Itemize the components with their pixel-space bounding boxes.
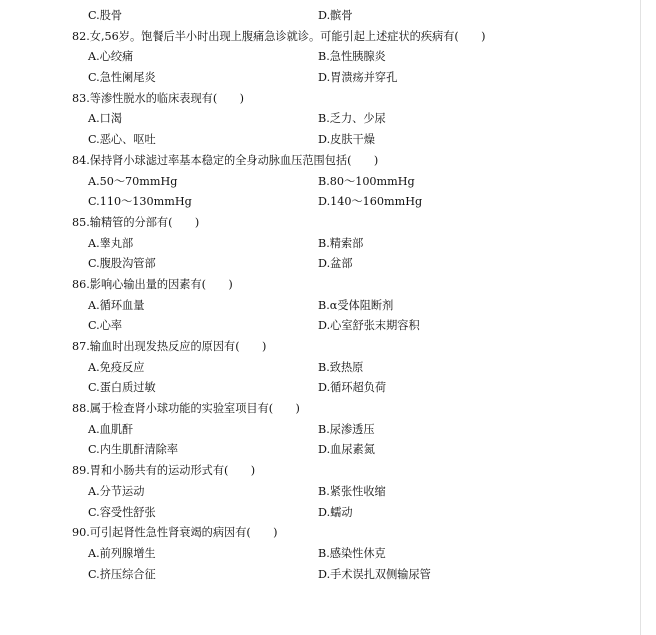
option-c: C.腹股沟管部 [88, 257, 156, 271]
option-b: B.尿渗透压 [318, 422, 375, 436]
option-b: B.紧张性收缩 [318, 484, 386, 498]
option-c: C.急性阑尾炎 [88, 71, 156, 85]
option-d: D.血尿素氮 [318, 443, 375, 457]
option-row [72, 68, 602, 89]
option-c: C.容受性舒张 [88, 505, 156, 519]
option-a: A.免疫反应 [88, 360, 145, 374]
option-row [72, 47, 602, 68]
option-d: D.胃溃疡并穿孔 [318, 71, 398, 85]
option-b: B.致热原 [318, 360, 364, 374]
option-a: A.前列腺增生 [88, 546, 156, 560]
option-b: B.80～100mmHg [318, 174, 415, 188]
option-c: C.恶心、呕吐 [88, 133, 156, 147]
option-a: A.心绞痛 [88, 50, 134, 64]
option-row [72, 482, 602, 503]
question-88: 88.属于检查肾小球功能的实验室项目有( ) [72, 402, 300, 416]
option-row [72, 358, 602, 379]
option-row [72, 6, 602, 27]
option-row [72, 420, 602, 441]
option-b: B.精索部 [318, 236, 364, 250]
option-row [72, 130, 602, 151]
option-row [72, 316, 602, 337]
option-row [72, 192, 602, 213]
option-b: B.急性胰腺炎 [318, 50, 386, 64]
option-row [72, 565, 602, 586]
option-c: C.挤压综合征 [88, 567, 156, 581]
option-b: B.α受体阻断剂 [318, 298, 394, 312]
option-c: C.内生肌酐清除率 [88, 443, 179, 457]
option-c: C.股骨 [88, 9, 123, 22]
option-a: A.口渴 [88, 112, 123, 126]
option-d: D.蠕动 [318, 505, 353, 519]
option-a: A.50～70mmHg [88, 174, 178, 188]
option-a: A.分节运动 [88, 484, 145, 498]
option-row [72, 254, 602, 275]
question-87: 87.输血时出现发热反应的原因有( ) [72, 340, 267, 353]
option-row [72, 440, 602, 461]
question-82: 82.女,56岁。饱餐后半小时出现上腹痛急诊就诊。可能引起上述症状的疾病有( ) [72, 29, 486, 43]
question-84: 84.保持肾小球滤过率基本稳定的全身动脉血压范围包括( ) [72, 153, 379, 167]
option-d: D.盆部 [318, 257, 353, 271]
question-89: 89.胃和小肠共有的运动形式有( ) [72, 464, 256, 478]
option-row [72, 234, 602, 255]
option-row [72, 172, 602, 193]
option-a: A.血肌酐 [88, 422, 134, 436]
option-b: B.感染性休克 [318, 546, 386, 560]
question-83: 83.等渗性脱水的临床表现有( ) [72, 91, 244, 105]
option-b: B.乏力、少尿 [318, 112, 386, 126]
option-row [72, 109, 602, 130]
option-d: D.皮肤干燥 [318, 133, 375, 147]
option-c: C.110～130mmHg [88, 195, 192, 209]
question-85: 85.输精管的分部有( ) [72, 215, 200, 229]
option-d: D.髌骨 [318, 9, 353, 22]
option-row [72, 503, 602, 524]
option-row [72, 296, 602, 317]
option-row [72, 378, 602, 399]
option-a: A.睾丸部 [88, 236, 134, 250]
option-d: D.手术误扎双侧输尿管 [318, 567, 431, 581]
option-d: D.循环超负荷 [318, 381, 387, 395]
question-90: 90.可引起肾性急性肾衰竭的病因有( ) [72, 526, 278, 540]
question-list [72, 6, 602, 585]
option-c: C.蛋白质过敏 [88, 381, 156, 395]
option-a: A.循环血量 [88, 298, 145, 312]
option-d: D.140～160mmHg [318, 195, 423, 209]
option-c: C.心率 [88, 319, 123, 333]
option-row [72, 544, 602, 565]
option-d: D.心室舒张末期容积 [318, 319, 420, 333]
question-86: 86.影响心输出量的因素有( ) [72, 277, 233, 291]
